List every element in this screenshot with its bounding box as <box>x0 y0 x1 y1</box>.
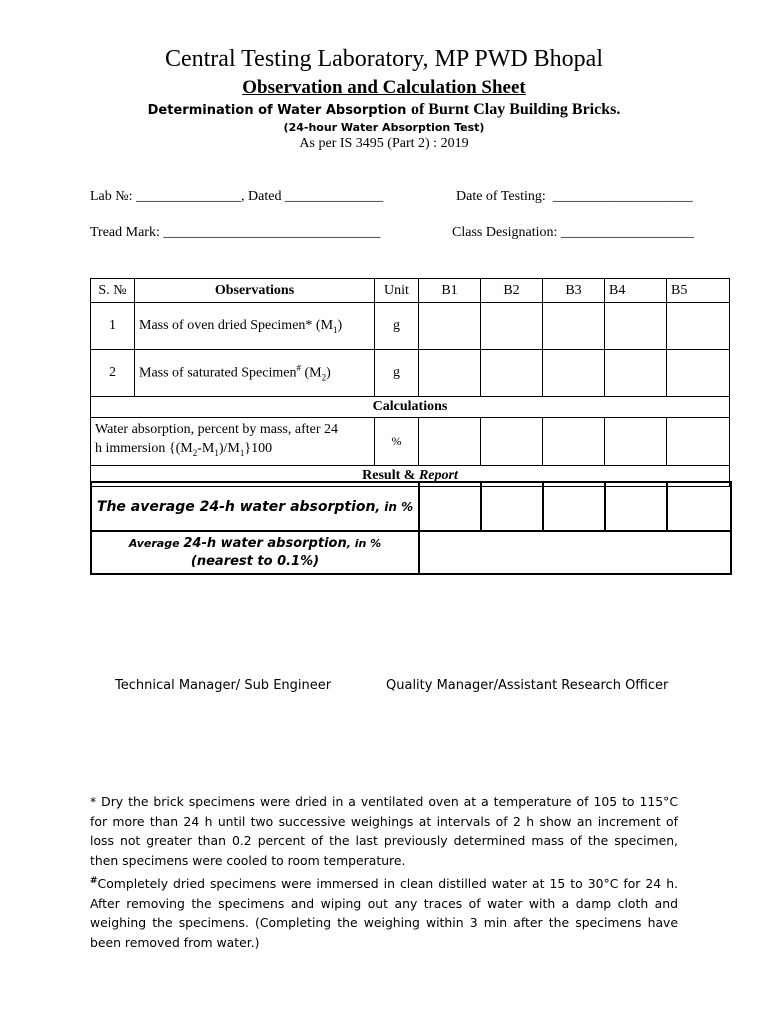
cell-b4[interactable] <box>605 418 667 466</box>
row-observation: Mass of saturated Specimen# $(M_2)$ <box>135 350 375 397</box>
result-table <box>90 481 732 575</box>
cell-b1[interactable] <box>419 303 481 350</box>
header-unit: Unit <box>375 279 419 303</box>
average-row <box>91 482 731 531</box>
avg-cell-b3[interactable] <box>543 482 605 531</box>
average-label: The average 24-h water absorption, in % <box>91 482 419 531</box>
cell-b5[interactable] <box>667 303 730 350</box>
table-row <box>91 418 730 466</box>
signature-technical-manager: Technical Manager/ Sub Engineer <box>115 678 332 693</box>
row-observation: Mass of oven dried Specimen* $(M_1)$ <box>135 303 375 350</box>
observation-table <box>90 278 730 487</box>
header-b1: B1 <box>419 279 481 303</box>
table-row <box>91 350 730 397</box>
cell-b5[interactable] <box>667 350 730 397</box>
cell-b2[interactable] <box>481 350 543 397</box>
cell-b3[interactable] <box>543 350 605 397</box>
cell-b4[interactable] <box>605 350 667 397</box>
header-b3: B3 <box>543 279 605 303</box>
header-b2: B2 <box>481 279 543 303</box>
rounded-average-row <box>91 531 731 574</box>
lab-no-field[interactable]: Lab №: _______________, Dated ______________ <box>90 189 383 204</box>
cell-b4[interactable] <box>605 303 667 350</box>
header-b4: B4 <box>605 279 667 303</box>
row-unit: g <box>375 350 419 397</box>
calculations-row <box>91 397 730 418</box>
class-designation-field[interactable]: Class Designation: ___________________ <box>452 225 694 240</box>
cell-b2[interactable] <box>481 303 543 350</box>
calculations-label: Calculations <box>91 397 730 418</box>
cell-b3[interactable] <box>543 303 605 350</box>
standard-reference: As per IS 3495 (Part 2) : 2019 <box>299 136 469 151</box>
cell-b1[interactable] <box>419 350 481 397</box>
row-sno: 1 <box>91 303 135 350</box>
header-observations: Observations <box>135 279 375 303</box>
calc-unit: % <box>375 418 419 466</box>
rounded-average-label: Average 24-h water absorption, in % (nearest to 0.1%) <box>91 531 419 574</box>
test-subtitle: (24-hour Water Absorption Test) <box>283 121 485 134</box>
header-sno: S. № <box>91 279 135 303</box>
footnote-drying: * Dry the brick specimens were dried in a ventilated oven at a temperature of 105 to 115°C for more than 24 h until two successive weighings at intervals of 2 h show an increment of loss not greater than 0.2 percent of the last previously determined mass of the specimen, then specimens were cooled to room temperature. <box>90 794 678 868</box>
test-title <box>0 101 768 119</box>
sheet-title: Observation and Calculation Sheet <box>242 77 526 98</box>
test-title-part2: of Burnt Clay Building Bricks. <box>410 101 621 118</box>
test-title-part1: Determination of Water Absorption <box>147 103 411 118</box>
cell-b3[interactable] <box>543 418 605 466</box>
header-b5: B5 <box>667 279 730 303</box>
avg-cell-b2[interactable] <box>481 482 543 531</box>
row-sno: 2 <box>91 350 135 397</box>
cell-b2[interactable] <box>481 418 543 466</box>
footnote-immersion: #Completely dried specimens were immersed in clean distilled water at 15 to 30°C for 24 h. After removing the specimens and wiping out any traces of water with a damp cloth and weighing the specimens. (Completing the weighing within 3 min after the specimens have been removed from water.) <box>90 876 678 950</box>
avg-cell-b1[interactable] <box>419 482 481 531</box>
cell-b1[interactable] <box>419 418 481 466</box>
calc-observation: Water absorption, percent by mass, after 24 h immersion $\{(M_2-M_1)/M_1\}100$ <box>91 418 375 466</box>
cell-b5[interactable] <box>667 418 730 466</box>
date-of-testing-field[interactable]: Date of Testing: ____________________ <box>456 189 693 204</box>
avg-cell-b4[interactable] <box>605 482 667 531</box>
avg-cell-b5[interactable] <box>667 482 731 531</box>
tread-mark-field[interactable]: Tread Mark: _______________________________ <box>90 225 381 240</box>
lab-title: Central Testing Laboratory, MP PWD Bhopal <box>164 46 604 72</box>
signature-quality-manager: Quality Manager/Assistant Research Officer <box>386 678 669 693</box>
table-header-row <box>91 279 730 303</box>
result-report-label: Result & Report <box>91 465 730 486</box>
row-unit: g <box>375 303 419 350</box>
rounded-average-value-cell[interactable] <box>419 531 731 574</box>
table-row <box>91 303 730 350</box>
